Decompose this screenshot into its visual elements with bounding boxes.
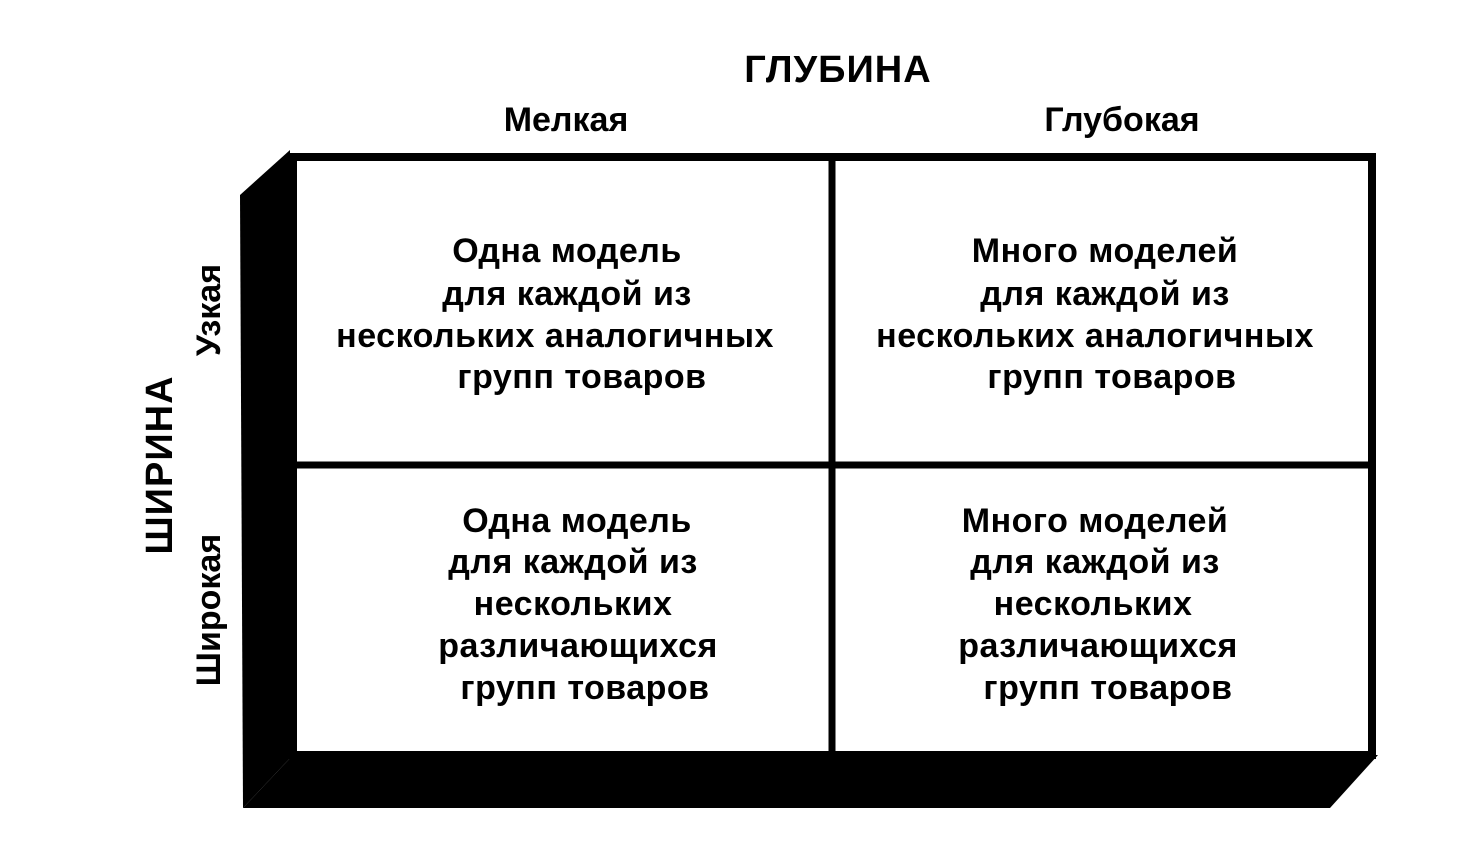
cell-line: групп товаров (983, 669, 1233, 707)
width-axis-title: ШИРИНА (139, 375, 181, 555)
cell-line: Много моделей (961, 502, 1229, 540)
cell-line: нескольких (473, 585, 673, 623)
cell-line: Много моделей (971, 232, 1239, 270)
cell-line: Одна модель (452, 232, 682, 270)
cell-line: для каждой из (970, 543, 1220, 581)
column-label-deep: Глубокая (1044, 101, 1200, 139)
cell-line: групп товаров (457, 358, 707, 396)
cell-line: нескольких аналогичных (336, 317, 774, 355)
cell-line: различающихся (438, 627, 718, 665)
row-label-wide: Широкая (190, 533, 228, 687)
row-label-narrow: Узкая (190, 263, 228, 357)
cell-line: групп товаров (460, 669, 710, 707)
box-shadow-bottom-side (243, 755, 1378, 808)
cell-line: групп товаров (987, 358, 1237, 396)
cell-line: для каждой из (980, 275, 1230, 313)
cell-line: различающихся (958, 627, 1238, 665)
cell-line: нескольких аналогичных (876, 317, 1314, 355)
depth-axis-title: ГЛУБИНА (744, 49, 932, 91)
cell-line: для каждой из (442, 275, 692, 313)
cell-line: нескольких (993, 585, 1193, 623)
cell-line: Одна модель (462, 502, 692, 540)
box-shadow-left-side (240, 150, 293, 808)
cell-line: для каждой из (448, 543, 698, 581)
column-label-shallow: Мелкая (503, 101, 629, 139)
